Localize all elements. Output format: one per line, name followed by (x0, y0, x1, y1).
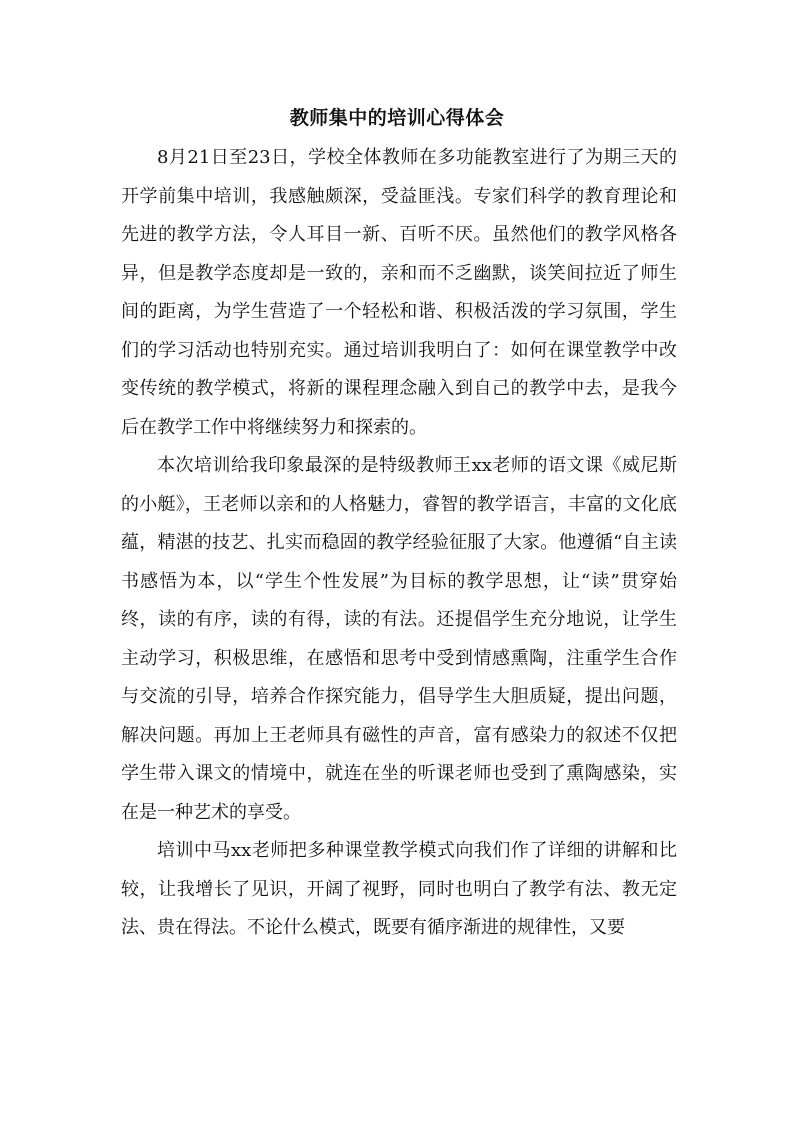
paragraph-3: 培训中马xx老师把多种课堂教学模式向我们作了详细的讲解和比较，让我增长了见识，开阔了视野，同时也明白了教学有法、教无定法、贵在得法。不论什么模式，既要有循序渐进的规律性，又要 (121, 840, 677, 938)
document-body (121, 139, 677, 948)
paragraph-1: 8月21日至23日，学校全体教师在多功能教室进行了为期三天的开学前集中培训，我感触颇深，受益匪浅。专家们科学的教育理论和先进的教学方法，令人耳目一新、百听不厌。虽然他们的教学风格各异，但是教学态度却是一致的，亲和而不乏幽默，谈笑间拉近了师生间的距离，为学生营造了一个轻松和谐、积极活泼的学习氛围，学生们的学习活动也特别充实。通过培训我明白了：如何在课堂教学中改变传统的教学模式，将新的课程理念融入到自己的教学中去，是我今后在教学工作中将继续努力和探索的。 (121, 147, 677, 438)
document-title: 教师集中的培训心得体会 (289, 107, 505, 129)
paragraph-2: 本次培训给我印象最深的是特级教师王xx老师的语文课《威尼斯的小艇》，王老师以亲和的人格魅力，睿智的教学语言，丰富的文化底蕴，精湛的技艺、扎实而稳固的教学经验征服了大家。他遵循“自主读书感悟为本，以“学生个性发展”为目标的教学思想，让“读”贯穿始终，读的有序，读的有得，读的有法。还提倡学生充分地说，让学生主动学习，积极思维，在感悟和思考中受到情感熏陶，注重学生合作与交流的引导，培养合作探究能力，倡导学生大胆质疑，提出问题，解决问题。再加上王老师具有磁性的声音，富有感染力的叙述不仅把学生带入课文的情境中，就连在坐的听课老师也受到了熏陶感染，实在是一种艺术的享受。 (121, 455, 677, 823)
